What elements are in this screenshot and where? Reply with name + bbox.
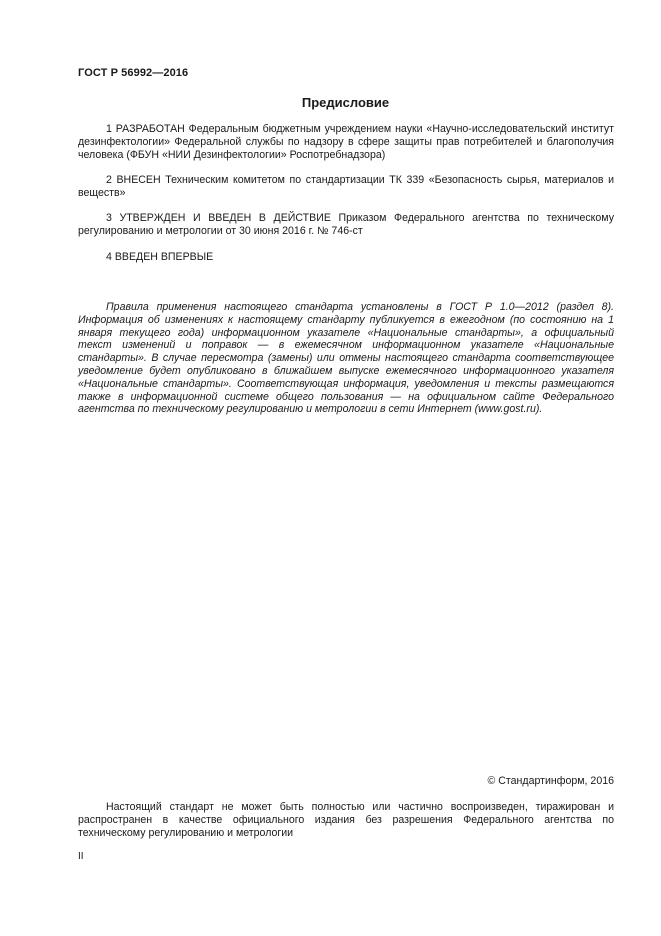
paragraph-first-introduced: 4 ВВЕДЕН ВПЕРВЫЕ [106,251,214,263]
page-number: II [78,851,84,862]
reproduction-notice: Настоящий стандарт не может быть полностью или частично воспроизведен, тиражирован и распространен в качестве официального издания без разрешения Федерального агентства по техническому регулированию и метрологии [78,801,614,839]
paragraph-developed-by: 1 РАЗРАБОТАН Федеральным бюджетным учреждением науки «Научно-исследовательский институт дезинфектологии» Федеральной службы по надзору в сфере защиты прав потребителей и благополучия человека (ФБУН «НИИ Дезинфектологии» Роспотребнадзора) [78,123,614,161]
document-code: ГОСТ Р 56992—2016 [78,67,189,79]
paragraph-introduced-by: 2 ВНЕСЕН Техническим комитетом по стандартизации ТК 339 «Безопасность сырья, материалов и веществ» [78,174,614,199]
application-rules-notice: Правила применения настоящего стандарта установлены в ГОСТ Р 1.0—2012 (раздел 8). Информация об изменениях к настоящему стандарту публикуется в ежегодном (по состоянию на 1 января текущего года) информационном указателе «Национальные стандарты», а официальный текст изменений и поправок — в ежемесячном информационном указателе «Национальные стандарты». В случае пересмотра (замены) или отмены настоящего стандарта соответствующее уведомление будет опубликовано в ближайшем выпуске ежемесячного информационного указателя «Национальные стандарты». Соответствующая информация, уведомления и тексты размещаются также в информационной системе общего пользования — на официальном сайте Федерального агентства по техническому регулированию и метрологии в сети Интернет (www.gost.ru). [78,301,614,416]
copyright-line: © Стандартинформ, 2016 [487,775,614,787]
paragraph-approved: 3 УТВЕРЖДЕН И ВВЕДЕН В ДЕЙСТВИЕ Приказом Федерального агентства по техническому регулированию и метрологии от 30 июня 2016 г. № 746-ст [78,212,614,237]
section-title: Предисловие [301,95,390,110]
